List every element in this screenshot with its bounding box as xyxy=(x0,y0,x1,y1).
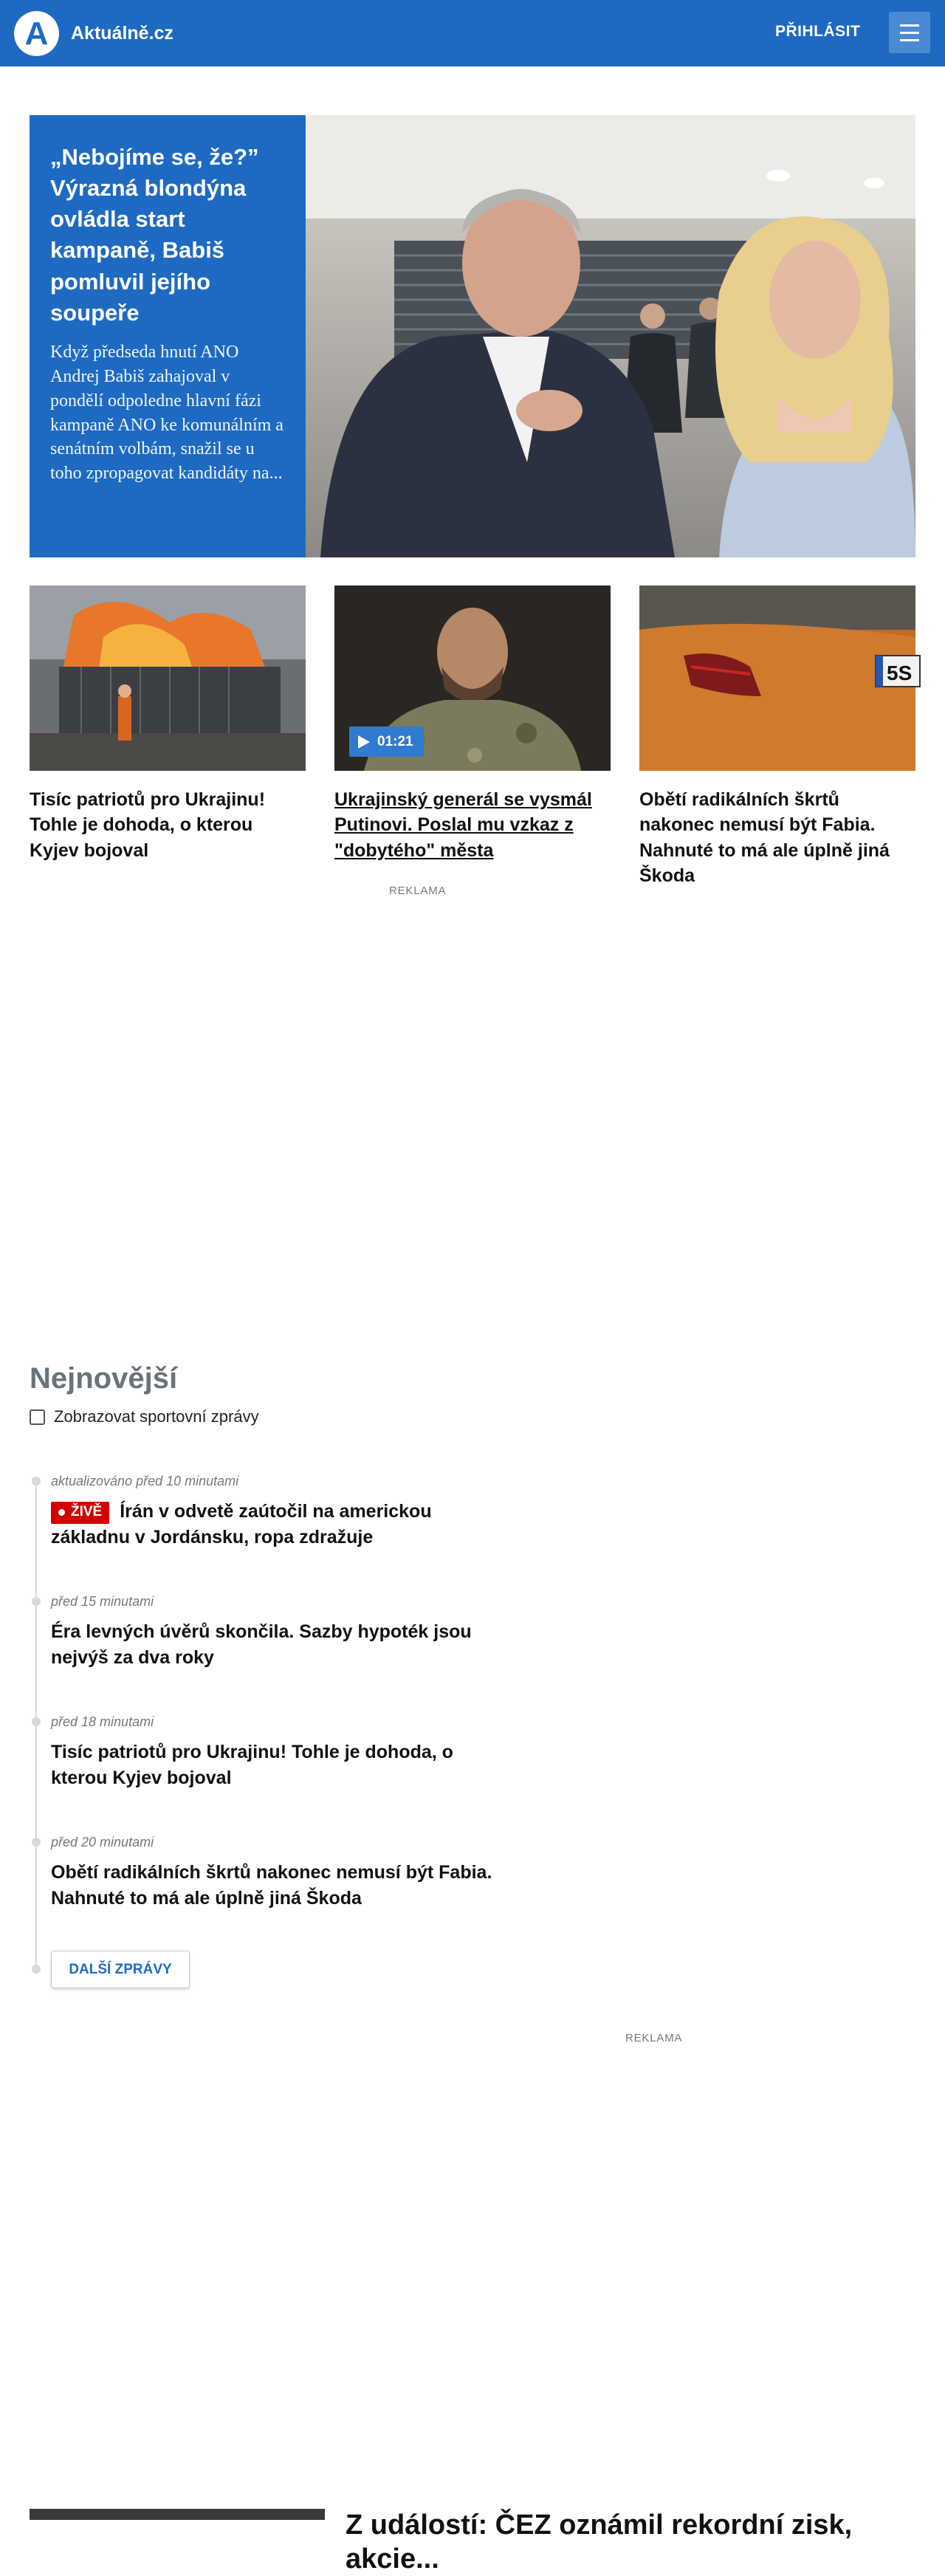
hero-text-box xyxy=(30,115,306,557)
timeline-dot xyxy=(32,1717,41,1726)
logo-mark xyxy=(14,11,59,56)
hamburger-menu-icon[interactable] xyxy=(889,12,930,53)
bottom-teaser-title[interactable]: Z událostí: ČEZ oznámil rekordní zisk, akcie... xyxy=(346,2510,853,2575)
hero-title[interactable]: „Nebojíme se, že?” Výrazná blondýna ovládla start kampaně, Babiš pomluvil jejího soupeře xyxy=(50,144,259,326)
bottom-teaser-photo[interactable] xyxy=(30,2509,325,2520)
site-header xyxy=(0,0,945,66)
live-badge: ŽIVĚ xyxy=(51,1502,109,1524)
article-card[interactable] xyxy=(30,585,306,863)
hero-photo[interactable] xyxy=(306,115,915,557)
article-card[interactable] xyxy=(639,585,915,888)
sport-news-label[interactable]: Zobrazovat sportovní zprávy xyxy=(54,1407,259,1426)
live-dot-icon xyxy=(58,1509,65,1516)
timeline-dot xyxy=(32,1965,41,1974)
news-item-title[interactable]: ŽIVĚ Írán v odvetě zaútočil na americkou základnu v Jordánsku, ropa zdražuje xyxy=(51,1501,432,1548)
timeline-dot xyxy=(32,1838,41,1847)
more-news-button[interactable]: DALŠÍ ZPRÁVY xyxy=(51,1951,190,1988)
site-name: Aktuálně.cz xyxy=(71,23,173,44)
article-card-photo[interactable] xyxy=(639,585,915,771)
timeline-dot xyxy=(32,1597,41,1606)
news-time: před 20 minutami xyxy=(51,1835,154,1849)
site-logo[interactable] xyxy=(14,11,173,56)
hero-article[interactable] xyxy=(30,115,915,557)
video-duration-badge[interactable] xyxy=(349,727,424,757)
video-duration: 01:21 xyxy=(377,733,413,749)
article-card-title[interactable]: Tisíc patriotů pro Ukrajinu! Tohle je dohoda, o kterou Kyjev bojoval xyxy=(30,789,266,861)
latest-heading: Nejnovější xyxy=(30,1362,178,1395)
sport-news-checkbox[interactable] xyxy=(30,1409,45,1425)
sport-news-toggle[interactable] xyxy=(30,1407,259,1426)
ad-label: REKLAMA xyxy=(389,885,447,897)
play-icon xyxy=(358,735,370,749)
article-card[interactable] xyxy=(334,585,611,863)
license-plate-text: 5S xyxy=(887,662,913,684)
news-item-title[interactable]: Obětí radikálních škrtů nakonec nemusí být Fabia. Nahnuté to má ale úplně jiná Škoda xyxy=(51,1862,492,1909)
news-time: aktualizováno před 10 minutami xyxy=(51,1474,239,1488)
login-button[interactable]: PŘIHLÁSIT xyxy=(775,23,861,40)
news-time: před 15 minutami xyxy=(51,1594,154,1609)
article-card-title[interactable]: Ukrajinský generál se vysmál Putinovi. Poslal mu vzkaz z "dobytého" města xyxy=(334,789,592,861)
article-card-photo[interactable] xyxy=(334,585,611,771)
hero-perex: Když předseda hnutí ANO Andrej Babiš zahajoval v pondělí odpoledne hlavní fázi kampaně ANO ke komunálním a senátním volbám, snažil se u toho zpropagovat kandidáty na... xyxy=(50,342,284,484)
news-item-title[interactable]: Éra levných úvěrů skončila. Sazby hypoték jsou nejvýš za dva roky xyxy=(51,1621,472,1668)
news-item-title[interactable]: Tisíc patriotů pro Ukrajinu! Tohle je dohoda, o kterou Kyjev bojoval xyxy=(51,1742,453,1788)
logo-letter: A xyxy=(24,15,49,52)
article-card-photo[interactable] xyxy=(30,585,306,771)
timeline-dot xyxy=(32,1477,41,1486)
article-card-title[interactable]: Obětí radikálních škrtů nakonec nemusí být Fabia. Nahnuté to má ale úplně jiná Škoda xyxy=(639,789,890,886)
news-time: před 18 minutami xyxy=(51,1714,154,1729)
ad-label: REKLAMA xyxy=(625,2032,683,2044)
